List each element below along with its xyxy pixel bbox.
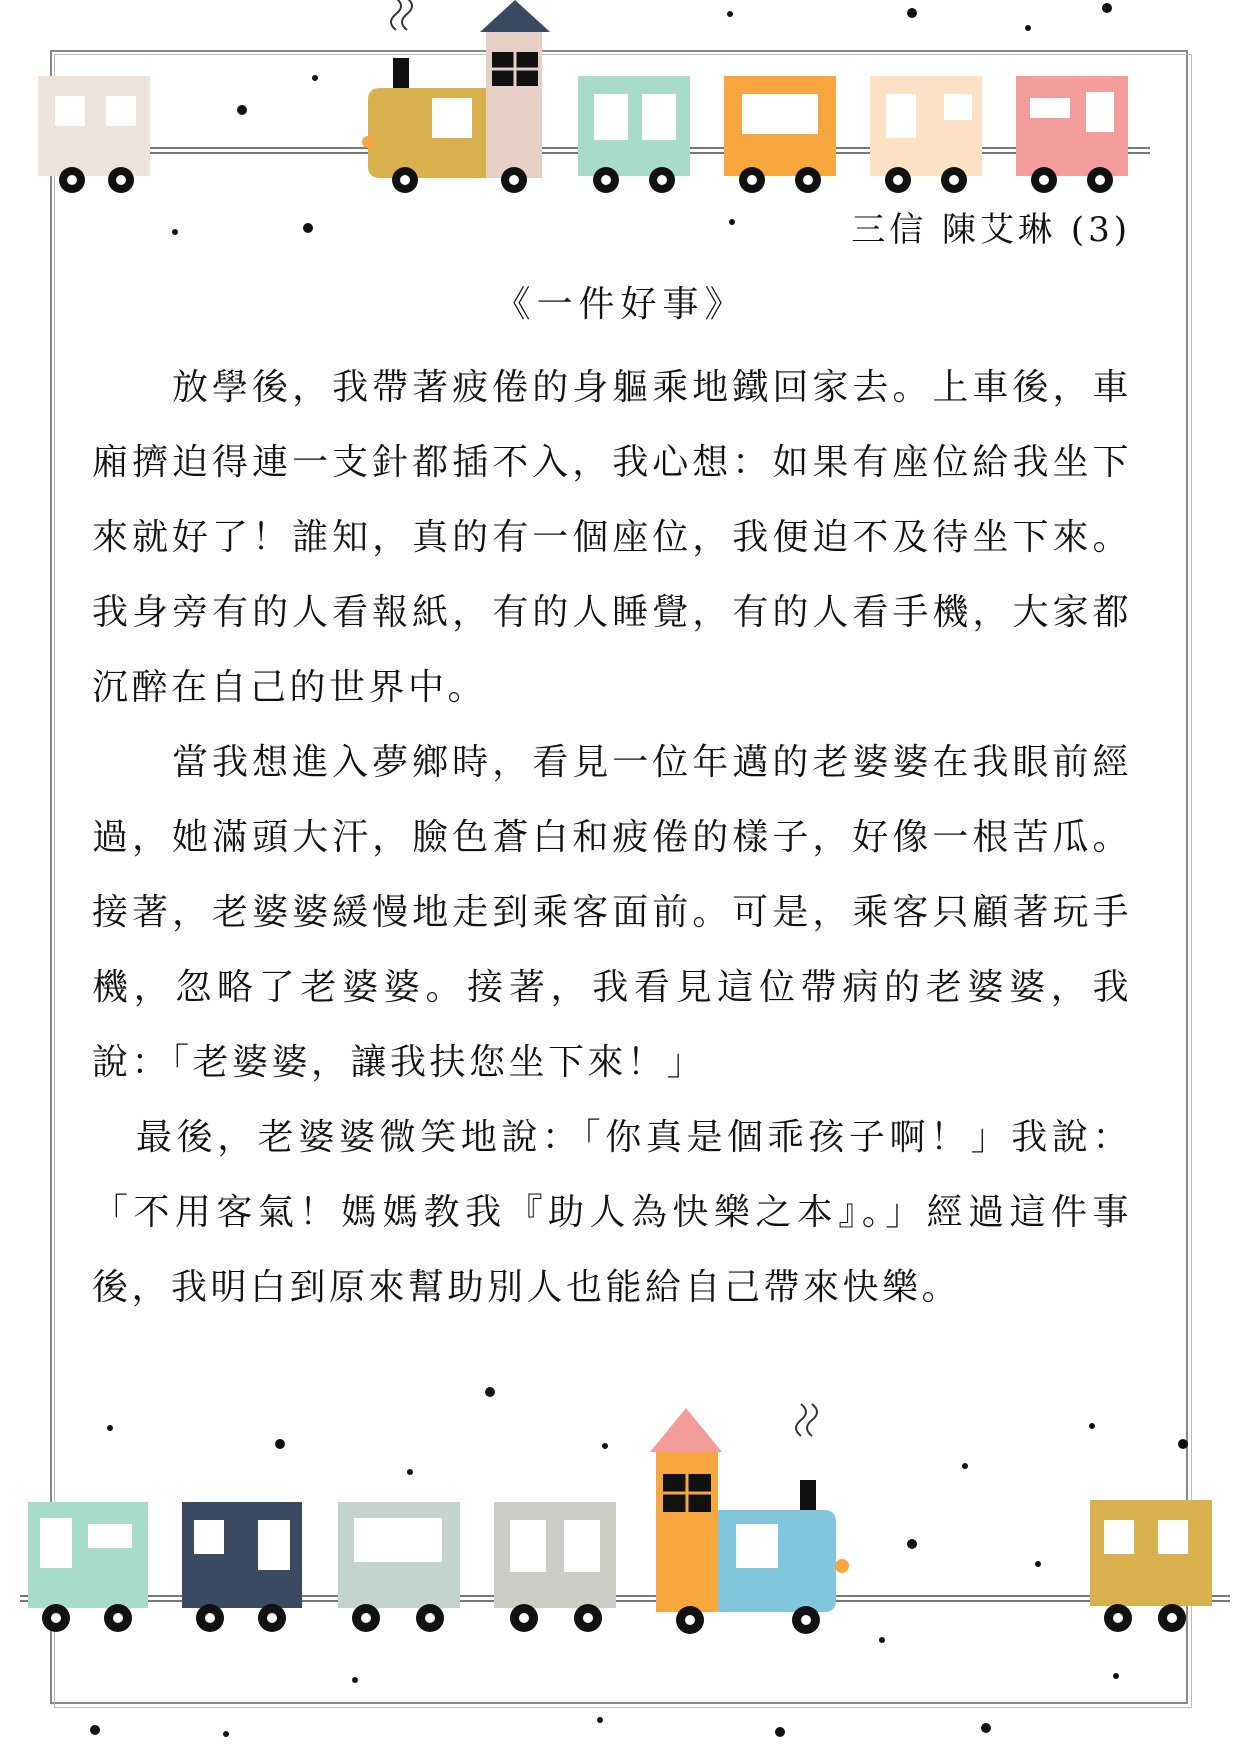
paragraph: 放學後，我帶著疲倦的身軀乘地鐵回家去。上車後，車廂擠迫得連一支針都插不入，我心想：如果有座位給我坐下來就好了！誰知，真的有一個座位，我便迫不及待坐下來。我身旁有的人看報紙，有的人睡覺，有的人看手機，大家都沉醉在自己的世界中。 [92,367,1132,708]
train-car-grey [494,1502,616,1632]
paragraph: 最後，老婆婆微笑地說：「你真是個乖孩子啊！」我說：「不用客氣！媽媽教我『助人為快樂之本』。」經過這件事後，我明白到原來幫助別人也能給自己帶來快樂。 [92,1117,1132,1308]
train-car-cream [38,76,150,193]
train-car-mint [578,76,690,193]
essay-body [92,350,1132,1325]
train-locomotive-top [362,0,550,193]
train-car-coral [1016,76,1128,193]
train-car-mustard [1090,1500,1212,1632]
paragraph: 當我想進入夢鄉時，看見一位年邁的老婆婆在我眼前經過，她滿頭大汗，臉色蒼白和疲倦的樣子，好像一根苦瓜。接著，老婆婆緩慢地走到乘客面前。可是，乘客只顧著玩手機，忽略了老婆婆。接著，我看見這位帶病的老婆婆，我說：「老婆婆，讓我扶您坐下來！」 [92,742,1132,1083]
bottom-train-illustration [0,1380,1241,1755]
train-car-sage [338,1502,460,1632]
author-line: 三信 陳艾琳 (3) [851,210,1131,250]
train-car-mint-bottom [28,1502,148,1632]
train-car-orange [724,76,836,193]
train-car-navy [182,1502,302,1632]
essay-title: 《一件好事》 [494,284,747,325]
train-car-peach [870,76,982,193]
train-locomotive-bottom [650,1404,849,1634]
